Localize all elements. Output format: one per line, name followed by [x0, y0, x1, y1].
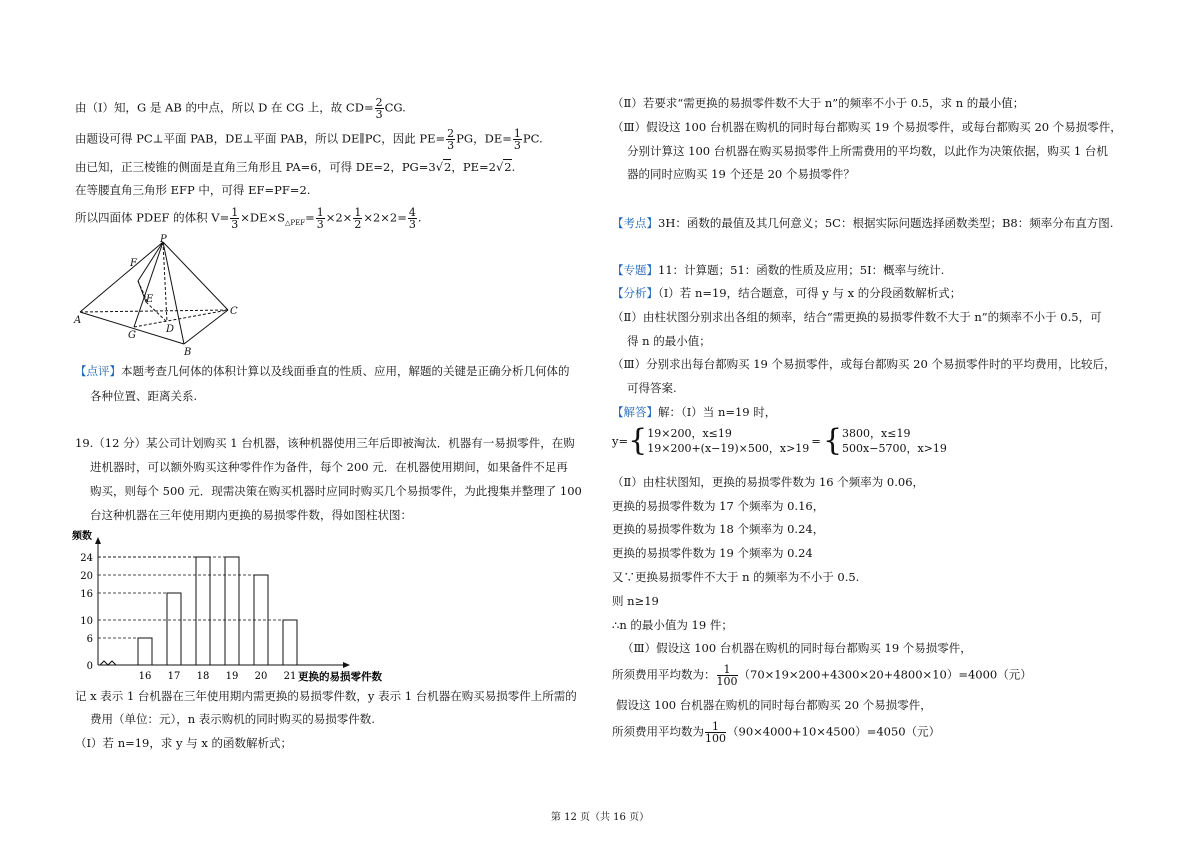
sol-line-1: （Ⅱ）由柱状图知，更换的易损零件数为 16 个频率为 0.06， — [612, 475, 925, 489]
fenxi-line-2: （Ⅱ）由柱状图分别求出各组的频率，结合“需更换的易损零件数不大于 n”的频率不小于 0.5，可 — [612, 310, 1102, 324]
q19-line-1: 19.（12 分）某公司计划购买 1 台机器，该种机器使用三年后即被淘汰．机器有一易损零件，在购 — [75, 436, 575, 450]
page-footer: 第 12 页（共 16 页） — [550, 812, 650, 823]
proof-line-5: 所以四面体 PDEF 的体积 V= $\frac{1}{3}$ $\times DE\times S_{\triangle PEF}=$ $\frac{1}{3}$ ×2× $\frac{1}{2}$ ×2×2= $\frac{4}{3}$ . — [75, 206, 422, 231]
label-a: A — [74, 315, 82, 326]
bar — [196, 557, 210, 665]
y-tick-label: 16 — [80, 589, 93, 600]
fraction: $\frac{2}{3}$ — [375, 96, 383, 121]
sol-line-8: （Ⅲ）假设这 100 台机器在购机的同时每台都购买 19 个易损零件， — [622, 641, 972, 655]
q19-after-1: 记 x 表示 1 台机器在三年使用期内需更换的易损零件数，y 表示 1 台机器在购买易损零件上所需的 — [75, 689, 577, 703]
fenxi-line-1: 【分析】（Ⅰ）若 n=19，结合题意，可得 y 与 x 的分段函数解析式； — [612, 286, 962, 300]
label-d: D — [166, 324, 175, 335]
sol-line-3: 更换的易损零件数为 18 个频率为 0.24， — [612, 522, 825, 536]
x-tick-label: 18 — [196, 671, 210, 682]
label-p: P — [160, 234, 167, 245]
jieda-line-1: 【解答】解：（Ⅰ）当 n=19 时， — [612, 405, 777, 419]
y-tick-label: 10 — [80, 616, 93, 627]
label-e: E — [146, 294, 154, 305]
bar-chart — [68, 525, 382, 685]
label-g: G — [128, 330, 136, 341]
y-tick-label: 0 — [86, 661, 93, 672]
q19-part-1: （Ⅰ）若 n=19，求 y 与 x 的函数解析式； — [75, 736, 292, 750]
bar — [167, 593, 181, 665]
y-tick-label: 20 — [80, 571, 93, 582]
sol-line-4: 更换的易损零件数为 19 个频率为 0.24 — [612, 546, 813, 560]
x-axis-label: 更换的易损零件数 — [298, 671, 382, 683]
fenxi-line-3: 得 n 的最小值； — [627, 334, 711, 348]
kaodian: 【考点】3H：函数的最值及其几何意义；5C：根据实际问题选择函数类型；B8：频率分布直方图. — [612, 216, 1114, 230]
x-tick-label: 20 — [254, 671, 268, 682]
q19-line-2: 进机器时，可以额外购买这种零件作为备件，每个 200 元．在机器使用期间，如果备件不足再 — [90, 460, 568, 474]
q19-after-2: 费用（单位：元），n 表示购机的同时购买的易损零件数. — [90, 712, 375, 726]
proof-line-3: 由已知，正三棱锥的侧面是直角三角形且 PA=6，可得 DE=2，PG=3√2，PE=2√2. — [75, 160, 516, 174]
piecewise-function: y={19×200，x≤19 19×200+(x−19)×500，x>19={3800，x≤19 500x−5700，x>19 — [612, 423, 947, 458]
x-tick-label: 17 — [167, 671, 181, 682]
axis-break — [100, 661, 116, 665]
proof-line-4: 在等腰直角三角形 EFP 中，可得 EF=PF=2. — [75, 183, 311, 197]
y-tick-label: 24 — [80, 553, 93, 564]
x-tick-label: 16 — [138, 671, 152, 682]
q19-part-3-line-2: 分别计算这 100 台机器在购买易损零件上所需费用的平均数，以此作为决策依据，购买 1 台机 — [627, 144, 1108, 158]
q19-part-2: （Ⅱ）若要求“需更换的易损零件数不大于 n”的频率不小于 0.5，求 n 的最小值； — [612, 96, 1025, 110]
fenxi-line-4: （Ⅲ）分别求出每台都购买 19 个易损零件，或每台都购买 20 个易损零件时的平均费用，比较后， — [612, 357, 1116, 371]
comment-line-1: 【点评】本题考查几何体的体积计算以及线面垂直的性质、应用，解题的关键是正确分析几何体的 — [75, 364, 570, 378]
proof-line-2: 由题设可得 PC⊥平面 PAB，DE⊥平面 PAB，所以 DE∥PC，因此 PE= $\frac{2}{3}$ PG，DE= $\frac{1}{3}$ PC. — [75, 127, 543, 152]
bar — [138, 638, 152, 665]
zhuanti: 【专题】11：计算题；51：函数的性质及应用；5I：概率与统计. — [612, 263, 945, 277]
q19-part-3-line-1: （Ⅲ）假设这 100 台机器在购机的同时每台都购买 19 个易损零件，或每台都购买 20 个易损零件， — [612, 120, 1122, 134]
sol-line-7: ∴n 的最小值为 19 件； — [612, 618, 733, 632]
sol-line-5: 又∵更换易损零件不大于 n 的频率为不小于 0.5. — [612, 570, 860, 584]
y-tick-label: 6 — [86, 634, 93, 645]
bar — [283, 620, 297, 665]
sol-line-11: 所须费用平均数为 $\frac{1}{100}$ （90×4000+10×4500）=4050（元） — [612, 720, 941, 745]
label-b: B — [184, 347, 192, 358]
label-f: F — [130, 258, 137, 269]
label-c: C — [230, 306, 238, 317]
sol-line-9: 所须费用平均数为： $\frac{1}{100}$ （70×19×200+4300×20+4800×10）=4000（元） — [612, 663, 1032, 688]
comment-line-2: 各种位置、距离关系. — [90, 389, 198, 403]
bar — [225, 557, 239, 665]
x-tick-label: 21 — [283, 671, 297, 682]
q19-line-4: 台这种机器在三年使用期内更换的易损零件数，得如图柱状图： — [90, 508, 412, 522]
x-axis-arrow — [343, 662, 350, 668]
q19-line-3: 购买，则每个 500 元．现需决策在购买机器时应同时购买几个易损零件，为此搜集并整理了 100 — [90, 484, 582, 498]
sol-line-2: 更换的易损零件数为 17 个频率为 0.16， — [612, 499, 825, 513]
x-tick-label: 19 — [225, 671, 239, 682]
sol-line-10: 假设这 100 台机器在购机的同时每台都购买 20 个易损零件， — [616, 698, 932, 712]
sol-line-6: 则 n≥19 — [612, 594, 659, 608]
y-axis-label: 频数 — [72, 531, 92, 542]
q19-part-3-line-3: 器的同时应购买 19 个还是 20 个易损零件？ — [627, 167, 855, 181]
fenxi-line-5: 可得答案. — [627, 381, 677, 395]
proof-line-1: 由（Ⅰ）知，G 是 AB 的中点，所以 D 在 CG 上，故 CD= $\frac{2}{3}$ CG. — [75, 96, 406, 121]
pyramid-figure — [70, 234, 250, 359]
y-axis-arrow — [95, 537, 101, 544]
